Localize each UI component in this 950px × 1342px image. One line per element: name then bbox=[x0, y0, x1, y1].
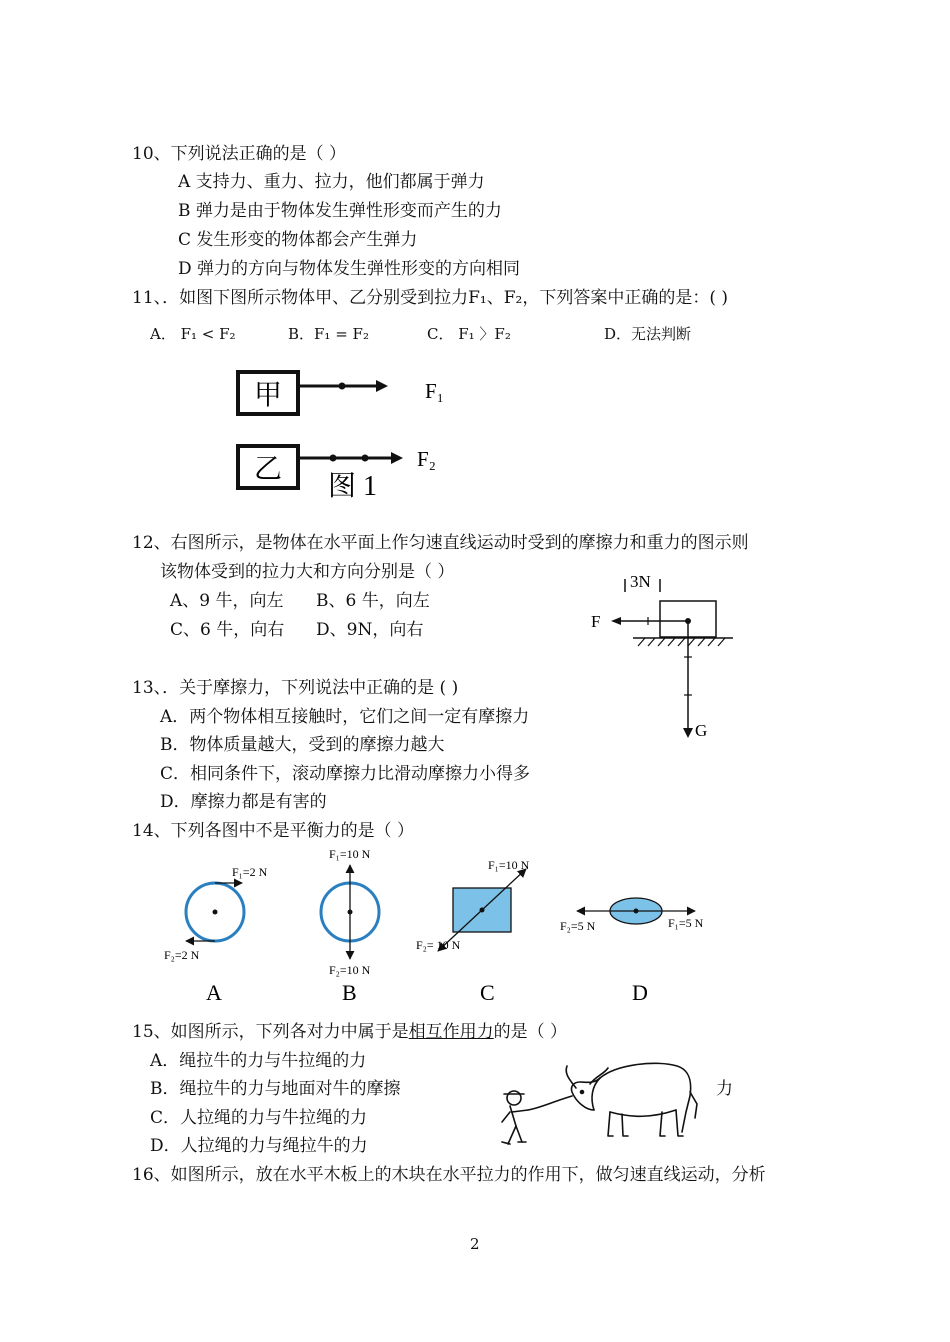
arrow-right-icon bbox=[391, 452, 403, 464]
figure-c bbox=[416, 858, 530, 1005]
q15-stem-after: 的是（ ） bbox=[493, 1022, 568, 1042]
q12-option-b: B、6 牛，向左 bbox=[316, 591, 430, 611]
b-f1-label: F₁=10 N bbox=[329, 847, 371, 861]
ox-and-farmer-illustration bbox=[492, 1052, 702, 1162]
q10-option-c: C 发生形变的物体都会产生弹力 bbox=[178, 230, 418, 250]
q11-option-d: D．无法判断 bbox=[604, 325, 692, 343]
q11-option-a: A． F₁ < F₂ bbox=[150, 325, 236, 343]
f2-label: F₂ bbox=[417, 447, 437, 471]
f-label: F bbox=[591, 612, 601, 631]
c-f1-label: F₁=10 N bbox=[488, 858, 530, 872]
c-f2-label: F₂= 10 N bbox=[416, 938, 461, 952]
b-letter: B bbox=[342, 980, 357, 1005]
q15-stem bbox=[132, 1021, 567, 1043]
q14-figures bbox=[150, 845, 740, 1010]
q11-option-b: B．F₁ = F₂ bbox=[288, 325, 369, 343]
q15-stem-before: 15、如图所示，下列各对力中属于是 bbox=[132, 1022, 409, 1042]
a-f2-label: F₂=2 N bbox=[164, 948, 200, 962]
q12-option-a: A、9 牛，向左 bbox=[170, 591, 284, 611]
q15-option-c: C．人拉绳的力与牛拉绳的力 bbox=[150, 1108, 368, 1128]
box-yi-label: 乙 bbox=[253, 454, 283, 485]
scale-label: 3N bbox=[630, 572, 651, 591]
q12-option-c: C、6 牛，向右 bbox=[170, 620, 285, 640]
q13-stem: 13、．关于摩擦力，下列说法中正确的是 ( ) bbox=[132, 678, 459, 698]
q14-stem: 14、下列各图中不是平衡力的是（ ） bbox=[132, 821, 415, 841]
q10-option-d: D 弹力的方向与物体发生弹性形变的方向相同 bbox=[178, 259, 521, 279]
q13-option-d: D．摩擦力都是有害的 bbox=[160, 792, 327, 812]
q11-figure bbox=[230, 360, 460, 505]
page-number: 2 bbox=[470, 1235, 480, 1253]
g-label: G bbox=[695, 721, 708, 740]
q15-option-a: A．绳拉牛的力与牛拉绳的力 bbox=[150, 1051, 367, 1071]
d-letter: D bbox=[632, 980, 648, 1005]
q10-option-a: A 支持力、重力、拉力，他们都属于弹力 bbox=[178, 172, 485, 192]
q15-option-b: B．绳拉牛的力与地面对牛的摩擦 bbox=[150, 1079, 401, 1099]
q12-option-d: D、9N，向右 bbox=[316, 620, 424, 640]
q12-figure bbox=[585, 565, 745, 745]
q15-stem-underlined: 相互作用力 bbox=[408, 1022, 494, 1042]
a-f1-label: F₁=2 N bbox=[232, 865, 268, 879]
arrow-left-icon bbox=[611, 617, 621, 625]
figure-a bbox=[164, 865, 268, 1005]
q12-stem-line1: 12、右图所示，是物体在水平面上作匀速直线运动时受到的摩擦力和重力的图示则 bbox=[132, 533, 749, 553]
figure-d bbox=[560, 898, 704, 1005]
f1-label: F₁ bbox=[425, 379, 445, 403]
q11-stem: 11、．如图下图所示物体甲、乙分别受到拉力F₁、F₂，下列答案中正确的是：( ) bbox=[132, 288, 729, 308]
figure-b bbox=[321, 847, 379, 1005]
q13-option-b: B．物体质量越大，受到的摩擦力越大 bbox=[160, 735, 445, 755]
q13-option-c: C．相同条件下，滚动摩擦力比滑动摩擦力小得多 bbox=[160, 764, 531, 784]
d-f2-label: F₂=5 N bbox=[560, 919, 596, 933]
arrow-right-icon bbox=[376, 380, 388, 392]
q13-option-a: A．两个物体相互接触时，它们之间一定有摩擦力 bbox=[160, 707, 530, 727]
b-f2-label: F₂=10 N bbox=[329, 963, 371, 977]
q16-stem: 16、如图所示，放在水平木板上的木块在水平拉力的作用下，做匀速直线运动，分析 bbox=[132, 1165, 766, 1185]
q10-option-b: B 弹力是由于物体发生弹性形变而产生的力 bbox=[178, 201, 502, 221]
d-f1-label: F₁=5 N bbox=[668, 916, 704, 930]
arrow-down-icon bbox=[683, 728, 693, 738]
q15-option-b-tail: 力 bbox=[716, 1079, 733, 1099]
q15-option-d: D．人拉绳的力与绳拉牛的力 bbox=[150, 1136, 368, 1156]
c-letter: C bbox=[480, 980, 495, 1005]
figure-caption: 图 1 bbox=[328, 471, 378, 502]
a-letter: A bbox=[206, 980, 222, 1005]
q12-stem-line2: 该物体受到的拉力大和方向分别是（ ） bbox=[160, 562, 455, 582]
q10-stem: 10、下列说法正确的是（ ） bbox=[132, 144, 347, 164]
box-jia-label: 甲 bbox=[253, 380, 283, 411]
q11-option-c: C． F₁ 〉F₂ bbox=[427, 325, 511, 343]
